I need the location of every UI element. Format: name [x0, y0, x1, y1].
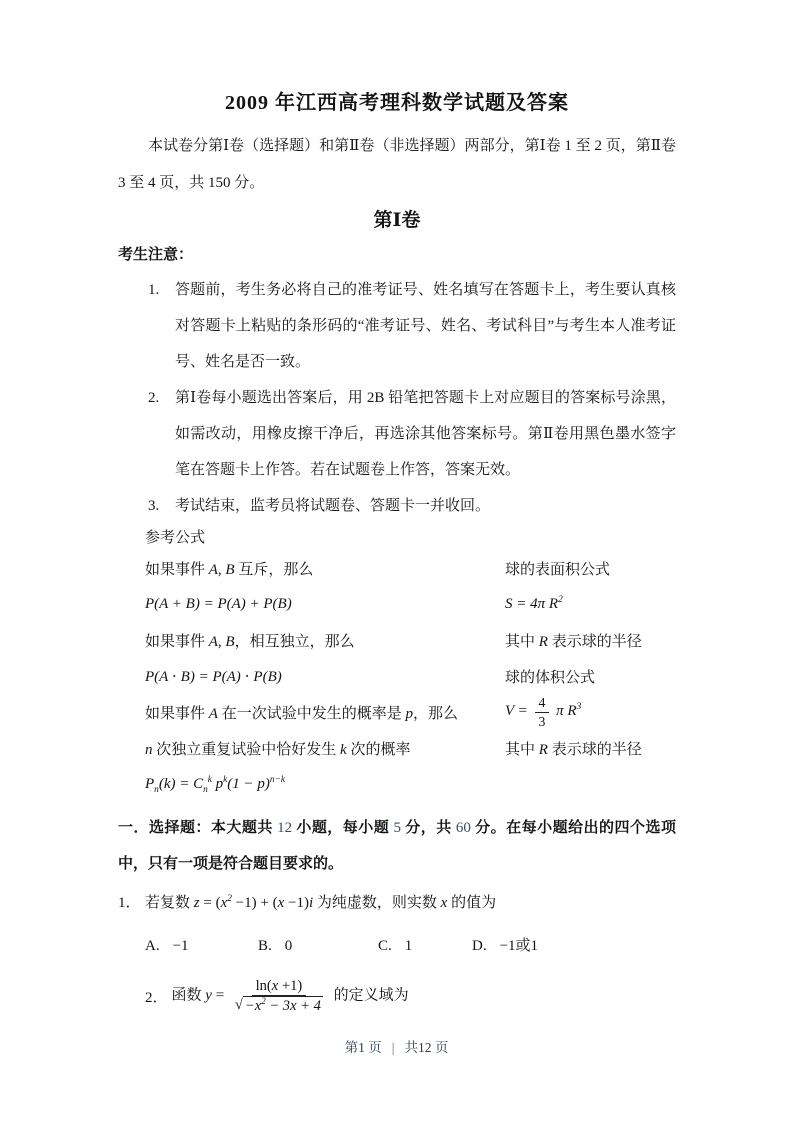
notice-item-text: 第Ⅰ卷每小题选出答案后，用 2B 铅笔把答题卡上对应题目的答案标号涂黑，如需改动，用橡皮擦干净后，再选涂其他答案标号。第Ⅱ卷用黑色墨水签字笔在答题卡上作答。若在试题卷上作答，答案无效。 [175, 390, 676, 478]
formula-cell-right: S = 4π $R^2$ [505, 594, 563, 612]
notice-item [118, 272, 676, 380]
formula-row [118, 586, 676, 622]
option-b [258, 934, 378, 958]
formula-row [118, 658, 676, 694]
formula-row [118, 766, 676, 802]
footer-separator: | [391, 1040, 395, 1055]
formula-cell-right: 球的表面积公式 [505, 561, 611, 578]
part-one-heading: 第Ⅰ卷 [373, 210, 421, 231]
option-value: 0 [284, 938, 293, 954]
formula-cell-left: P(A ⋅ B) = P(A) ⋅ P(B) [145, 668, 282, 685]
option-value: −1 [172, 938, 189, 954]
option-label: B. [258, 938, 272, 954]
formula-cell-left: 如果事件 A, B，相互独立，那么 [145, 633, 355, 650]
notice-item-number: 3. [148, 498, 160, 514]
notice-list [118, 272, 676, 524]
footer-page-number: 第1 页 [344, 1040, 382, 1055]
notice-item [118, 488, 676, 524]
notice-item-text: 答题前，考生务必将自己的准考证号、姓名填写在答题卡上，考生要认真核对答题卡上粘贴的条形码的“准考证号、姓名、考试科目”与考生本人准考证号、姓名是否一致。 [175, 282, 676, 370]
reference-formulas-heading: 参考公式 [145, 530, 206, 546]
notice-item-text: 考试结束，监考员将试题卷、答题卡一并收回。 [175, 498, 491, 514]
formula-cell-right: 球的体积公式 [505, 669, 596, 686]
option-label: D. [472, 938, 487, 954]
exam-title: 2009 年江西高考理科数学试题及答案 [225, 92, 569, 114]
option-value: 1 [404, 938, 413, 954]
option-a [145, 934, 258, 958]
page-footer [0, 1036, 793, 1056]
question-number: 2． [145, 989, 168, 1006]
notice-item-number: 2. [148, 390, 160, 406]
formula-cell-left: 如果事件 A, B 互斥，那么 [145, 561, 314, 578]
option-value: −1或1 [499, 938, 539, 954]
formula-cell-left: $P_n(k) = C_n^k$ $p^k(1 - p)^{n-k}$ [145, 774, 285, 795]
question-1-options [118, 934, 676, 958]
formula-cell-right: 其中 R 表示球的半径 [505, 633, 642, 650]
option-c [378, 934, 472, 958]
formula-cell-right: 其中 R 表示球的半径 [505, 741, 642, 758]
formula-row [118, 550, 676, 586]
formula-row [118, 622, 676, 658]
notice-item [118, 380, 676, 488]
question-2 [118, 968, 676, 1024]
formula-row [118, 730, 676, 766]
option-label: A. [145, 938, 160, 954]
question-number: 1． [118, 895, 141, 911]
notice-item-number: 1. [148, 282, 160, 298]
option-d [472, 934, 538, 958]
formula-row [118, 694, 676, 730]
formula-cell-left: 如果事件 A 在一次试验中发生的概率是 p，那么 [145, 705, 458, 722]
notice-heading: 考生注意： [118, 247, 194, 263]
reference-formulas [118, 550, 676, 802]
formula-cell-right: V = $\frac{4}{3}$ π $R^3$ [505, 695, 582, 729]
question-body: 若复数 $z = (x^2 -1) + (x -1)i$ 为纯虚数，则实数 x 的值为 [145, 894, 497, 911]
formula-cell-left: P(A + B) = P(A) + P(B) [145, 595, 292, 612]
intro-paragraph: 本试卷分第Ⅰ卷（选择题）和第Ⅱ卷（非选择题）两部分，第Ⅰ卷 1 至 2 页，第Ⅱ卷 3 至 4 页，共 150 分。 [118, 138, 676, 191]
option-label: C. [378, 938, 392, 954]
section-one-heading: 一．选择题：本大题共 12 小题，每小题 5 分，共 60 分。在每小题给出的四个选项中，只有一项是符合题目要求的。 [118, 820, 676, 872]
formula-cell-left: n 次独立重复试验中恰好发生 k 次的概率 [145, 741, 411, 758]
footer-total-pages: 共12 页 [404, 1040, 449, 1055]
question-1 [118, 888, 676, 918]
question-body: 函数 y = ln(x +1) √ $-x^2 - 3x + 4$ 的定义域为 [171, 977, 409, 1014]
